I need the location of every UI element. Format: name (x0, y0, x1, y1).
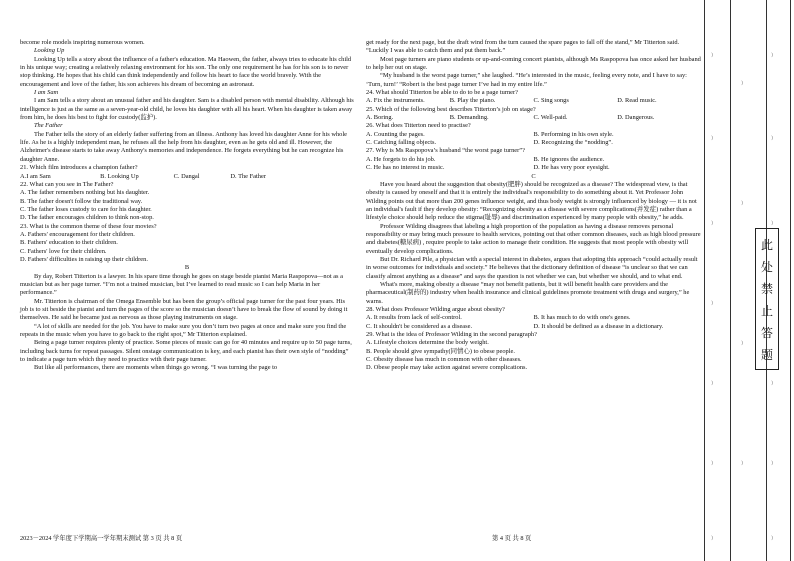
bracket-mark: ） (771, 53, 777, 59)
question-27-options-row1 (366, 156, 701, 164)
passage-b-p3: “A lot of skills are needed for the job. You have to make sure you don’t turn two pages at once and make sure you find the repeats in the music when you have to go back to the right spot,” Mr Titterton explained. (20, 322, 347, 339)
passage-c-p3: But Dr. Richard Pile, a physician with a special interest in diabetes, argues that adopting this approach “could actually result in worse outcomes for individuals and society.” He believes that the dictionary definition of disease “is unclear so that we can classify almost anything as a disease” and says the question is not whether we can, but whether we should, and to what end. (366, 255, 698, 280)
binding-margin (704, 0, 794, 561)
option: C. The father loses custody to care for his daughter. (20, 205, 152, 213)
option: B. He ignores the audience. (533, 155, 605, 163)
option: A. Lifestyle choices determine the body weight. (366, 339, 489, 347)
bracket-mark: ） (771, 381, 777, 387)
question-22: 22. What can you see in The Father? (20, 180, 114, 188)
passage-b-p7: Most page turners are piano students or up-and-coming concert pianists, although Ms Raspopova has once asked her husband to help her out on stage. (366, 55, 701, 72)
bracket-mark: ） (771, 536, 777, 542)
question-27-options-row2 (366, 164, 701, 172)
stamp-char: 此 (760, 237, 773, 252)
question-25-options (366, 114, 701, 122)
bracket-mark: ） (741, 461, 747, 467)
option: A. It results from lack of self-control. (366, 314, 462, 322)
question-21-options (20, 173, 354, 181)
option: A. Fathers' encouragement for their children. (20, 230, 135, 238)
passage-c-p2: Professor Wilding disagrees that labeling a high proportion of the population as having a disease removes personal responsibility or may bring much pressure to health services, pointing out that other common diseases, such as high blood pressure and diabetes(糖尿病) , require people to take action to manage their condition. He suggests that most people with obesity will eventually develop complications. (366, 222, 701, 255)
question-27: 27. Why is Ms Raspopova’s husband “the worst page turner”? (366, 147, 525, 155)
option: C. Dangal (173, 172, 200, 180)
passage-c-p1: Have you heard about the suggestion that obesity(肥胖) should be recognized as a disease? The widespread view, is that obesity is caused by oneself and that it is entirely the individual's responsibility to do something about it. Yet Professor John Wilding points out that more than 200 genes influence weight, and thus body weight is strongly influenced by biology — it is not an individual's fault if they develop obesity: “Recognizing obesity as a disease with severe complications(并发症) rather than a lifestyle choice should help reduce the stigma(耻辱) and discrimination experienced by many people with obesity,” he adds. (366, 180, 697, 222)
question-24: 24. What should Titterton be able to do to be a page turner? (366, 89, 518, 97)
passage-b-p5: But like all performances, there are moments when things go wrong. “I was turning the page to (34, 364, 278, 372)
left-column (20, 39, 354, 373)
option: D. Read music. (617, 97, 657, 105)
bracket-mark: ） (711, 461, 717, 467)
passage-b-p8: “My husband is the worst page turner,” she laughed. “He’s interested in the music, feeling every note, and I have to say: ‘Turn, turn!’ “Robert is the best page turner I’ve had in my entire life.” (366, 72, 687, 88)
question-24-options (366, 97, 701, 105)
question-23: 23. What is the common theme of these four movies? (20, 222, 157, 230)
option: D. The Father (230, 172, 266, 180)
option: D. He has very poor eyesight. (533, 164, 610, 172)
bracket-mark: ） (711, 136, 717, 142)
movie-desc-i-am-sam: I am Sam tells a story about an unusual father and his daughter. Sam is a disabled person with mental disability. Although his intelligence is just as the same as a seven-year-old child, he loves his daughter with all his heart. When his daughter is taken away from him, he does his best to fight for custody(监护). (20, 97, 354, 122)
movie-title-i-am-sam: I am Sam (34, 89, 59, 97)
binding-line (790, 0, 791, 561)
passage-c-p4: What's more, making obesity a disease “may not benefit patients, but it will benefit health care providers and the pharmaceutical(制药的) industry when health insurance and clinical guidelines promote treatment with drugs and surgery,” he warns. (366, 280, 690, 305)
option: A. Counting the pages. (366, 130, 425, 138)
movie-title-the-father: The Father (34, 122, 63, 130)
option: B. It has much to do with one's genes. (533, 314, 631, 322)
option: D. Recognizing the “nodding”. (533, 139, 613, 147)
option: B. Play the piano. (449, 97, 496, 105)
stamp-char: 禁 (760, 281, 773, 296)
question-29: 29. What is the idea of Professor Wilding in the second paragraph? (366, 331, 537, 339)
option: D. It should be defined as a disease in a dictionary. (533, 322, 664, 330)
option: C. He has no interest in music. (366, 164, 445, 172)
passage-b-p2: Mr. Titterton is chairman of the Omega Ensemble but has been the group’s official page turner for the past four years. His job is to sit beside the pianist and turn the pages of the score so the musician doesn’t have to break the flow of sound by doing it themselves. He said he became just as nervous as those playing instruments on stage. (20, 297, 348, 322)
stamp-char: 题 (760, 347, 773, 362)
question-25: 25. Which of the following best describes Titterton’s job on stage? (366, 105, 536, 113)
bracket-mark: ） (711, 536, 717, 542)
stamp-char: 答 (760, 325, 773, 340)
option: C. Catching falling objects. (366, 139, 437, 147)
passage-b-p6: get ready for the next page, but the draft wind from the turn caused the spare pages to fall off the stand,” Mr Titterton said. “Luckily I was able to catch them and put them back.” (366, 39, 680, 55)
option: B. The father doesn't follow the traditional way. (20, 197, 143, 205)
bracket-mark: ） (741, 201, 747, 207)
section-b-heading: B (184, 264, 190, 272)
option: A. The father remembers nothing but his daughter. (20, 189, 150, 197)
question-28-options-row2 (366, 323, 701, 331)
bracket-mark: ） (711, 301, 717, 307)
option: C. It shouldn't be considered as a disease. (366, 322, 473, 330)
option: B. Performing in his own style. (533, 130, 614, 138)
movie-title-looking-up: Looking Up (34, 47, 65, 55)
option: B. Fathers' education to their children. (20, 239, 118, 247)
bracket-mark: ） (771, 136, 777, 142)
bracket-mark: ） (771, 221, 777, 227)
option: D. Fathers' difficulties in raising up their children. (20, 255, 148, 263)
question-21: 21. Which film introduces a champion father? (20, 164, 138, 172)
option: A. He forgets to do his job. (366, 155, 436, 163)
passage-b-p4: Being a page turner requires plenty of practice. Some pieces of music can go for 40 minutes and require up to 50 page turns, including back turns for repeat passages. Silent onstage communication is key, and each pianist has their own style of “nodding” to indicate a page turn which they need to practice with their page turner. (20, 339, 352, 364)
bracket-mark: ） (771, 461, 777, 467)
option: A. Boring. (366, 114, 394, 122)
question-26-options-row2 (366, 139, 701, 147)
option: A. Fix the instruments. (366, 97, 425, 105)
no-answer-zone-label (755, 228, 779, 370)
option: C. Sing songs (533, 97, 569, 105)
option: A.I am Sam (20, 172, 51, 180)
binding-line (730, 0, 731, 561)
option: B. Demanding. (449, 114, 489, 122)
bracket-mark: ） (711, 221, 717, 227)
movie-desc-the-father: The Father tells the story of an elderly father suffering from an illness. Anthony has loved his daughter Anne for his whole life. As he is a highly independent man, he refuses all the help from his daughter, even as he gets old and ill. However, the Alzheimer's disease starts to take away Anthony's memories and independence. He forgets everything but he can recognize his daughter Anne. (20, 130, 347, 163)
footer-left: 2023－2024 学年度下学期高一学年期末测试 第 3 页 共 8 页 (20, 535, 183, 542)
question-26-options-row1 (366, 131, 701, 139)
passage-a-line: become role models inspiring numerous women. (20, 39, 145, 46)
right-column (366, 39, 701, 373)
bracket-mark: ） (711, 53, 717, 59)
question-28-options-row1 (366, 314, 701, 322)
option: B. People should give sympathy(同情心) to obese people. (366, 347, 515, 355)
stamp-char: 处 (760, 259, 773, 274)
bracket-mark: ） (741, 81, 747, 87)
option: D. The father encourages children to think non-stop. (20, 214, 154, 222)
section-c-heading: C (531, 172, 536, 180)
bracket-mark: ） (741, 341, 747, 347)
bracket-mark: ） (711, 381, 717, 387)
option: C. Fathers' love for their children. (20, 247, 107, 255)
option: D. Obese people may take action against severe complications. (366, 364, 528, 372)
stamp-char: 止 (760, 303, 773, 318)
option: B. Looking Up (100, 172, 139, 180)
footer-right: 第 4 页 共 8 页 (492, 535, 532, 542)
question-26: 26. What does Titterton need to practise? (366, 122, 471, 130)
option: C. Obesity disease has much in common with other diseases. (366, 356, 522, 364)
movie-desc-looking-up: Looking Up tells a story about the influence of a father's education. Ma Haowen, the father, always tries to educate his child in his unique way; creating a relatively relaxing environment for his son. The only one requirement he has for his son is to never stop thinking. He hopes that his child can think independently and follow his heart to face the world bravely. With the encouragement and love of the father, his son achieves his dream of becoming an astronaut. (20, 55, 352, 88)
passage-b-p1: By day, Robert Titterton is a lawyer. In his spare time though he goes on stage beside pianist Maria Raspopova—not as a musician but as her page turner. “I’m not a trained musician, but I’ve learned to read music so I can help Maria in her performance.” (20, 272, 343, 297)
question-28: 28. What does Professor Wilding argue about obesity? (366, 306, 505, 313)
option: C. Well-paid. (533, 114, 568, 122)
option: D. Dangerous. (617, 114, 655, 122)
